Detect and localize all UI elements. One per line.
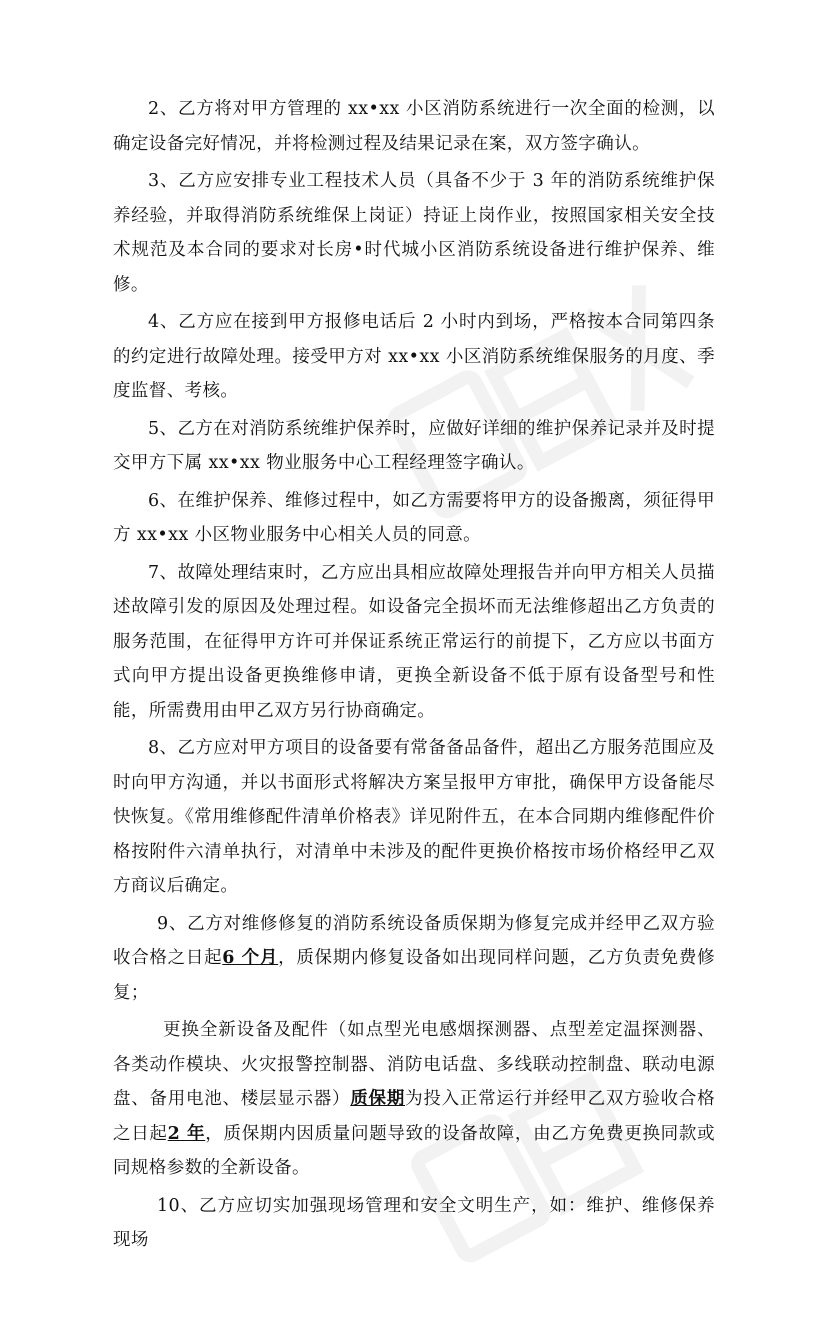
clause-10: 10、乙方应切实加强现场管理和安全文明生产，如：维护、维修保养现场 [113,1195,715,1250]
warranty-period-6-months: 6 个月 [222,948,279,968]
clause-9-text-b: ，质保期内修复设备如出现同样问题，乙方负责免费修复； [113,948,715,1003]
document-body [113,92,715,1258]
clause-9b-text-a: 更换全新设备及配件（如点型光电感烟探测器、点型差定温探测器、各类动作模块、火灾报警控制器、消防电话盘、多线联动控制盘、联动电源盘、备用电池、楼层显示器） [113,1020,715,1109]
clause-4: 4、乙方应在接到甲方报修电话后 2 小时内到场，严格按本合同第四条的约定进行故障处理。接受甲方对 xx•xx 小区消防系统维保服务的月度、季度监督、考核。 [113,312,715,401]
warranty-period-2-years: 2 年 [167,1123,206,1144]
warranty-term-label: 质保期 [350,1089,406,1109]
clause-6: 6、在维护保养、维修过程中，如乙方需要将甲方的设备搬离，须征得甲方 xx•xx 小区物业服务中心相关人员的同意。 [113,490,715,545]
clause-9 [113,907,715,1011]
clause-5: 5、乙方在对消防系统维护保养时，应做好详细的维护保养记录并及时提交甲方下属 xx•xx 物业服务中心工程经理签字确认。 [113,418,715,473]
clause-9b-text-c: ，质保期内因质量问题导致的设备故障，由乙方免费更换同款或同规格参数的全新设备。 [113,1123,715,1178]
clause-3: 3、乙方应安排专业工程技术人员（具备不少于 3 年的消防系统维护保养经验，并取得消防系统维保上岗证）持证上岗作业，按照国家相关安全技术规范及本合同的要求对长房•时代城小区消防系统设备进行维护保养、维修。 [113,171,715,295]
clause-8: 8、乙方应对甲方项目的设备要有常备备品备件，超出乙方服务范围应及时向甲方沟通，并以书面形式将解决方案呈报甲方审批，确保甲方设备能尽快恢复。《常用维修配件清单价格表》详见附件五，在本合同期内维修配件价格按附件六清单执行，对清单中未涉及的配件更换价格按市场价格经甲乙双方商议后确定。 [113,738,715,896]
clause-2: 2、乙方将对甲方管理的 xx•xx 小区消防系统进行一次全面的检测，以确定设备完好情况，并将检测过程及结果记录在案，双方签字确认。 [113,99,715,154]
clause-9-new-equipment [113,1013,715,1186]
clause-7: 7、故障处理结束时，乙方应出具相应故障处理报告并向甲方相关人员描述故障引发的原因及处理过程。如设备完全损坏而无法维修超出乙方负责的服务范围，在征得甲方许可并保证系统正常运行的前提下，乙方应以书面方式向甲方提出设备更换维修申请，更换全新设备不低于原有设备型号和性能，所需费用由甲乙双方另行协商确定。 [113,562,715,721]
clause-9-text-a: 9、乙方对维修修复的消防系统设备质保期为修复完成并经甲乙双方验收合格之日起 [113,913,715,968]
clause-9b-text-b: 为投入正常运行并经甲乙双方验收合格之日起 [113,1089,716,1144]
